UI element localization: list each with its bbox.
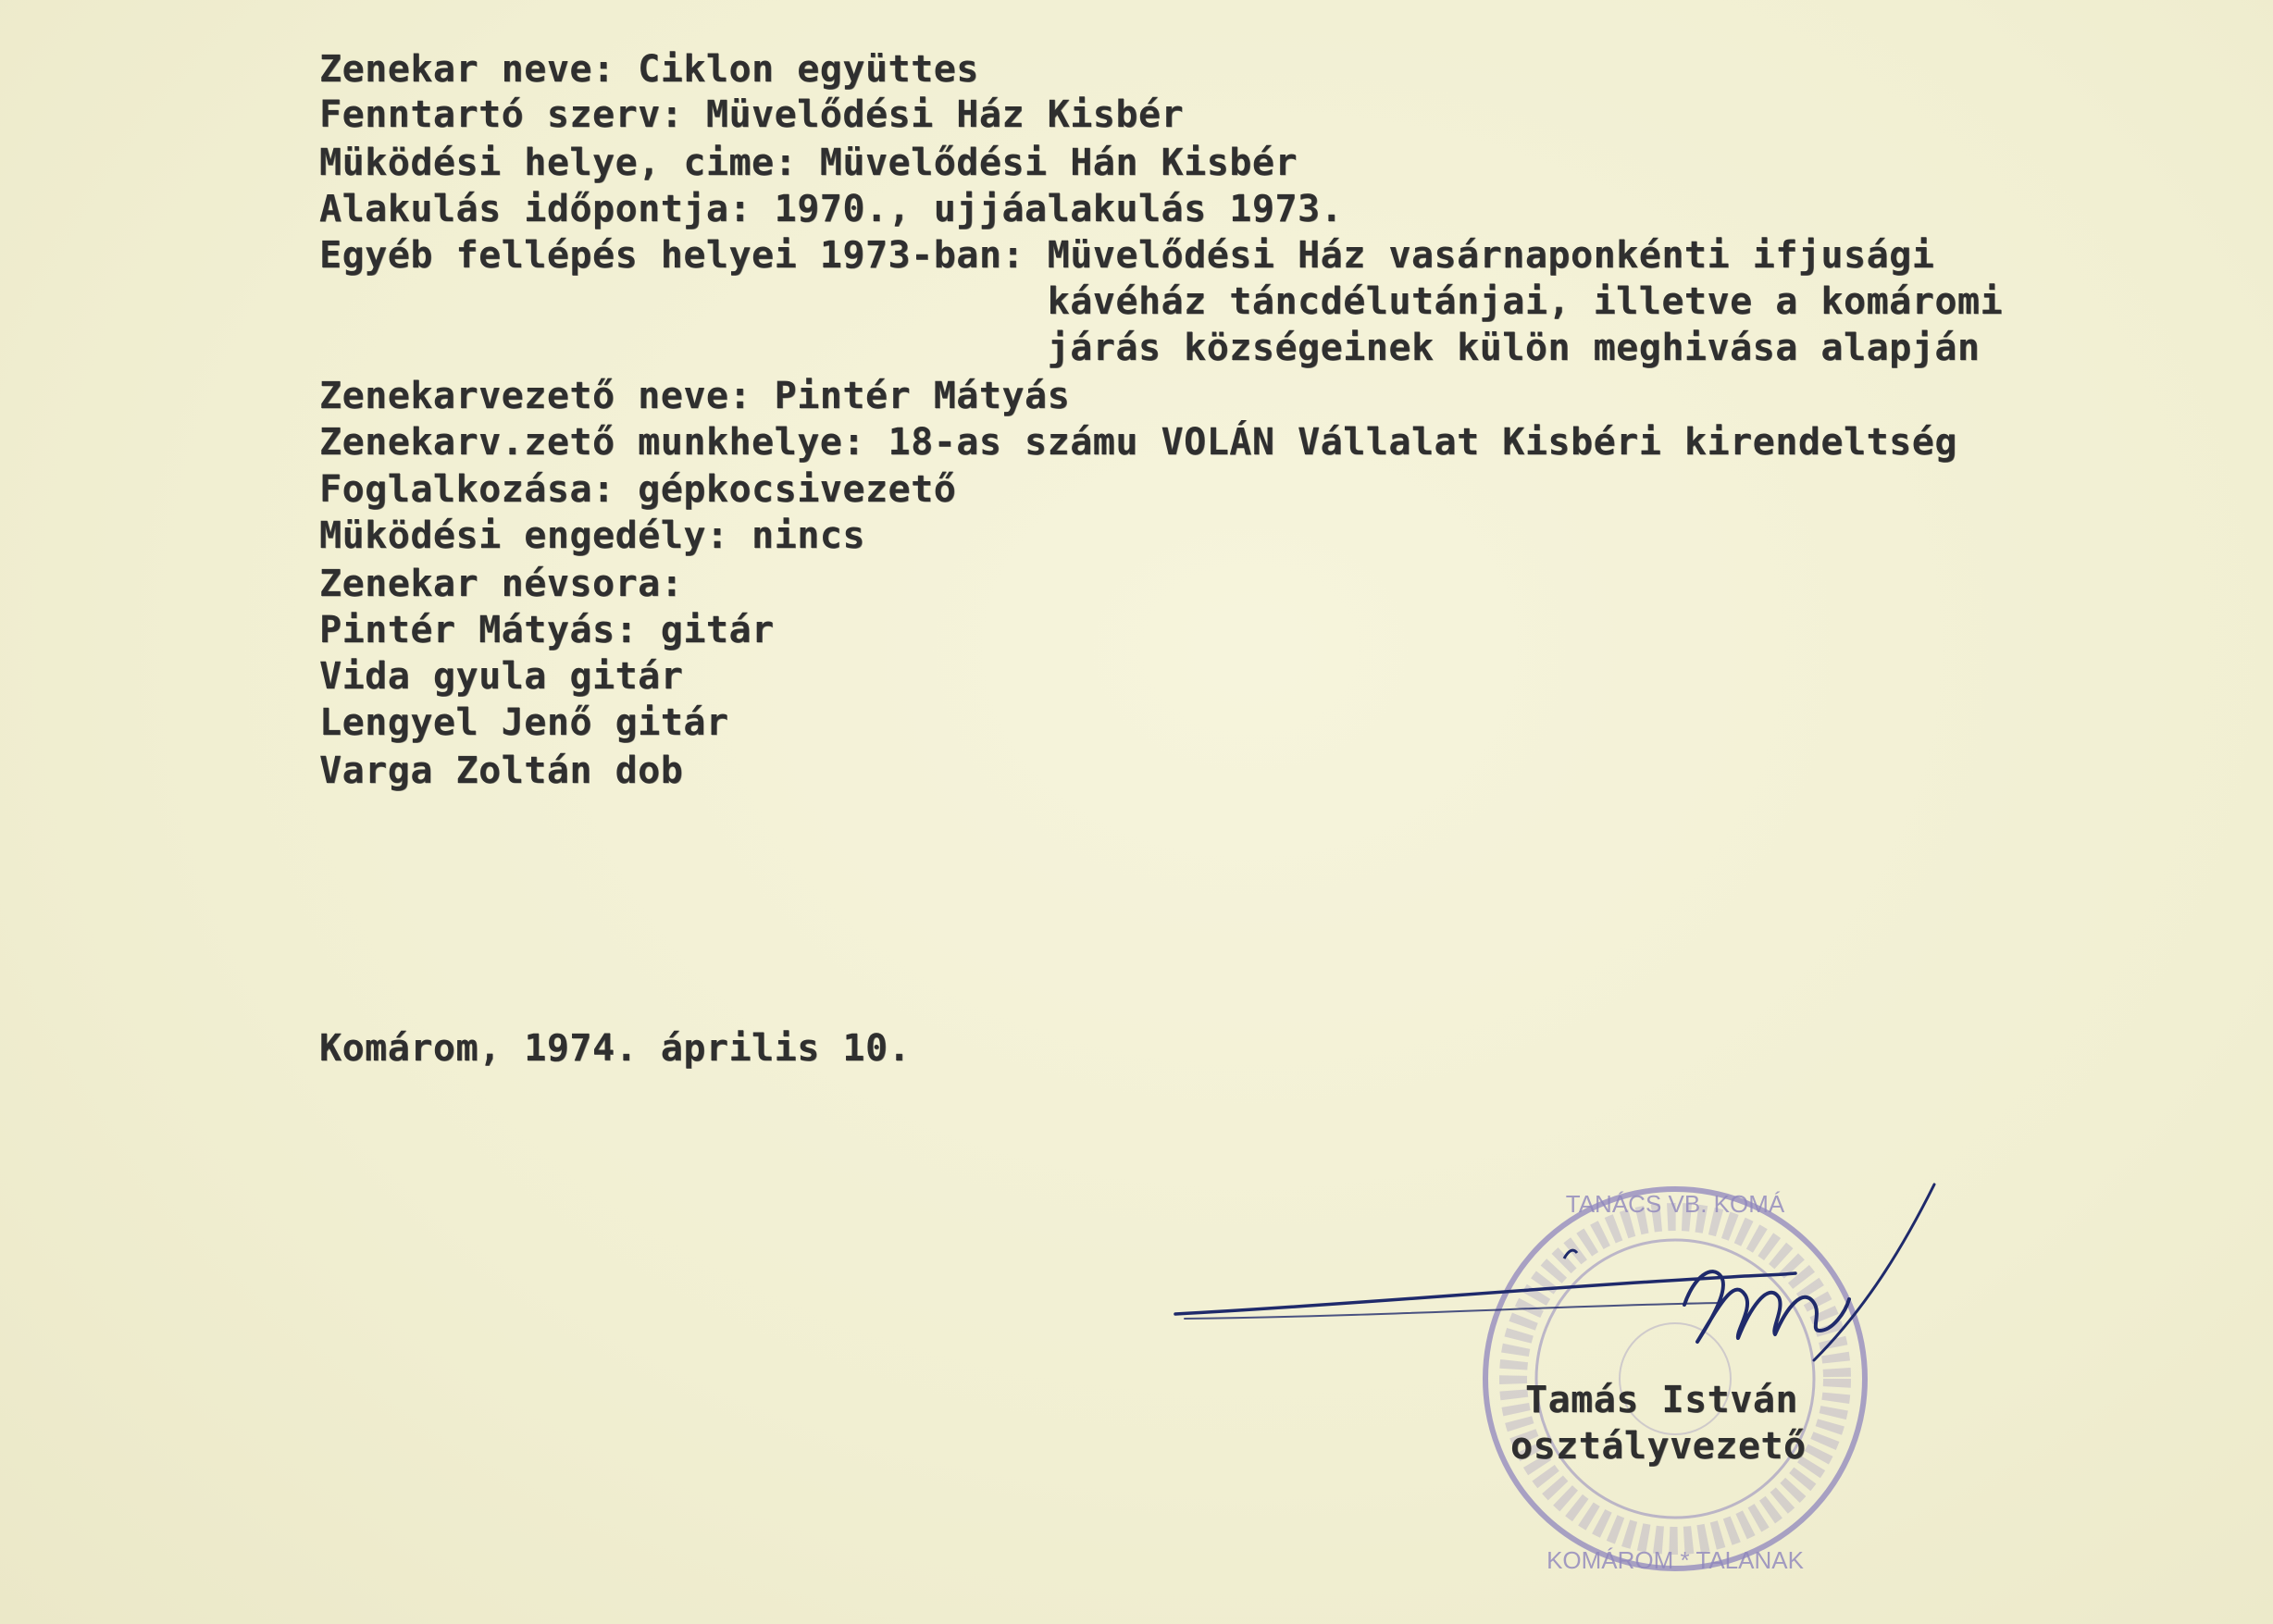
date-line: Komárom, 1974. április 10. — [319, 1027, 912, 1070]
svg-text:KOMÁROM * TALANAK: KOMÁROM * TALANAK — [1546, 1546, 1804, 1574]
field-other-venues-cont-2: járás községeinek külön meghivása alapján — [319, 327, 1981, 369]
svg-text:TANÁCS VB. KOMÁ: TANÁCS VB. KOMÁ — [1565, 1190, 1785, 1218]
roster-item: Lengyel Jenő gitár — [319, 701, 729, 744]
signatory-title: osztályvezető — [1510, 1425, 1807, 1468]
field-sponsor: Fenntartó szerv: Müvelődési Ház Kisbér — [319, 93, 1185, 136]
field-other-venues: Egyéb fellépés helyei 1973-ban: Müvelődési Ház vasárnaponkénti ifjusági — [319, 234, 1935, 277]
signatory-name: Tamás István — [1525, 1379, 1798, 1421]
field-other-venues-cont-1: kávéház táncdélutánjai, illetve a komáromi — [319, 280, 2004, 323]
signature — [1166, 1166, 1962, 1407]
field-leader-name: Zenekarvezető neve: Pintér Mátyás — [319, 375, 1071, 417]
field-occupation: Foglalkozása: gépkocsivezető — [319, 468, 957, 511]
field-leader-workplace: Zenekarv.zető munkhelye: 18-as számu VOLÁN Vállalat Kisbéri kirendeltség — [319, 421, 1957, 464]
roster-item: Varga Zoltán dob — [319, 750, 684, 792]
field-license: Müködési engedély: nincs — [319, 514, 865, 557]
field-band-name: Zenekar neve: Ciklon együttes — [319, 48, 979, 91]
field-venue: Müködési helye, cime: Müvelődési Hán Kisbér — [319, 142, 1298, 184]
field-founded: Alakulás időpontja: 1970., ujjáalakulás 1973. — [319, 188, 1344, 230]
roster-item: Pintér Mátyás: gitár — [319, 609, 775, 651]
roster-item: Vida gyula gitár — [319, 655, 684, 698]
field-roster-heading: Zenekar névsora: — [319, 563, 684, 605]
